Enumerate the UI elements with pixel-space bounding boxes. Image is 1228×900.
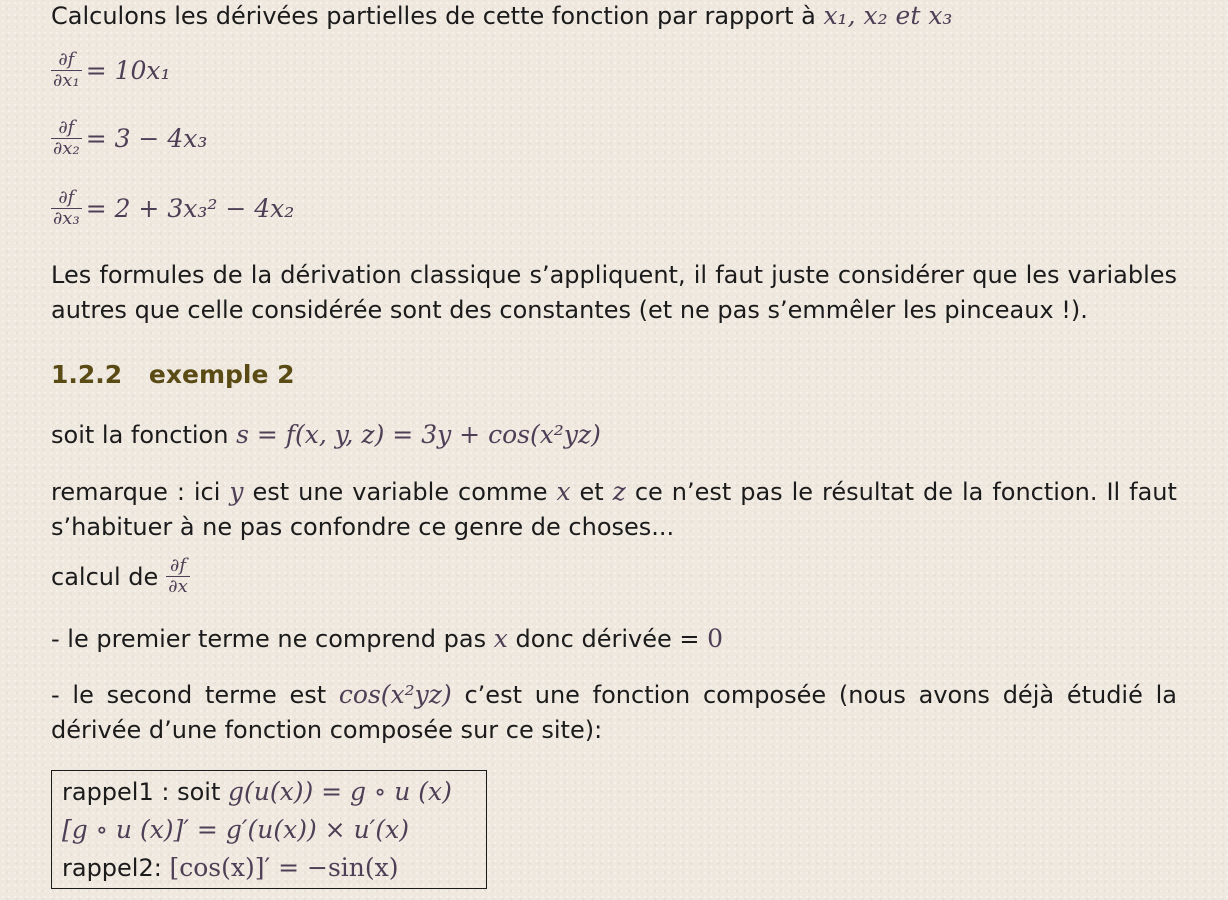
second-term-text-2: c’est une fonction composée (nous avons déjà étudié la dérivée d’une fonction composée sur ce site): — [51, 681, 1177, 744]
derivative-result: = 10x₁ — [85, 56, 171, 85]
remark-variable-y: y — [229, 477, 244, 506]
fraction-numerator: ∂f — [170, 555, 186, 576]
intro-line — [51, 0, 952, 32]
remark-text-1: remarque : ici — [51, 478, 221, 506]
first-term-value: 0 — [707, 624, 724, 653]
fraction — [51, 118, 82, 159]
function-line — [51, 418, 601, 452]
rappel-1 — [62, 773, 476, 811]
fraction-numerator: ∂f — [58, 187, 75, 208]
function-formula: s = f(x, y, z) = 3y + cos(x²yz) — [236, 420, 601, 449]
remark-text-4: ce n’est pas le résultat de la fonction. Il faut s’habituer à ne pas confondre ce genre de choses... — [51, 478, 1177, 541]
fraction — [51, 188, 82, 229]
fraction-denominator: ∂x₃ — [53, 208, 80, 229]
section-heading — [51, 360, 295, 389]
remark-text-2: est une variable comme — [252, 478, 548, 506]
partial-derivative-x2 — [51, 118, 207, 159]
calcul-text: calcul de — [51, 562, 159, 591]
rappel-composition-formula: [g ∘ u (x)]′ = g′(u(x)) × u′(x) — [62, 815, 409, 844]
fraction-numerator: ∂f — [58, 117, 75, 138]
rappel-1-label: rappel1 : soit — [62, 778, 221, 806]
derivative-result: = 2 + 3x₃² − 4x₂ — [85, 194, 295, 223]
rules-paragraph — [51, 258, 1177, 328]
second-term-paragraph — [51, 677, 1177, 748]
section-title: exemple 2 — [148, 360, 295, 389]
partial-derivative-x3 — [51, 188, 294, 229]
second-term-text: - le second terme est — [51, 681, 327, 709]
rappel-2-label: rappel2: — [62, 854, 162, 882]
fraction — [51, 50, 82, 91]
first-term-line — [51, 622, 723, 656]
first-term-variable: x — [493, 624, 508, 653]
fraction-denominator: ∂x — [168, 576, 188, 597]
remark-paragraph — [51, 474, 1177, 545]
rappel-2-formula: [cos(x)]′ = −sin(x) — [169, 853, 399, 882]
remark-variable-z: z — [612, 477, 626, 506]
fraction-denominator: ∂x₂ — [53, 138, 80, 159]
intro-variables: x₁, x₂ et x₃ — [823, 1, 953, 30]
fraction-numerator: ∂f — [58, 49, 75, 70]
second-term-formula: cos(x²yz) — [338, 680, 452, 709]
fraction — [166, 556, 189, 597]
intro-text: Calculons les dérivées partielles de cette fonction par rapport à — [51, 2, 816, 30]
function-text: soit la fonction — [51, 421, 229, 449]
fraction-denominator: ∂x₁ — [53, 70, 80, 91]
derivative-result: = 3 − 4x₃ — [85, 124, 208, 153]
remark-variable-x: x — [556, 477, 571, 506]
rules-text: Les formules de la dérivation classique s’appliquent, il faut juste considérer que les variables autres que celle considérée sont des constantes (et ne pas s’emmêler les pinceaux !). — [51, 261, 1177, 324]
rappel-composition-rule — [62, 811, 476, 849]
remark-text-3: et — [579, 478, 604, 506]
section-number: 1.2.2 — [51, 360, 123, 389]
partial-derivative-x1 — [51, 50, 171, 91]
rappel-1-formula: g(u(x)) = g ∘ u (x) — [228, 777, 452, 806]
first-term-text-2: donc dérivée = — [515, 625, 700, 653]
rappel-2 — [62, 849, 476, 887]
calcul-line — [51, 556, 192, 597]
rappel-box — [51, 770, 487, 889]
first-term-text: - le premier terme ne comprend pas — [51, 625, 487, 653]
